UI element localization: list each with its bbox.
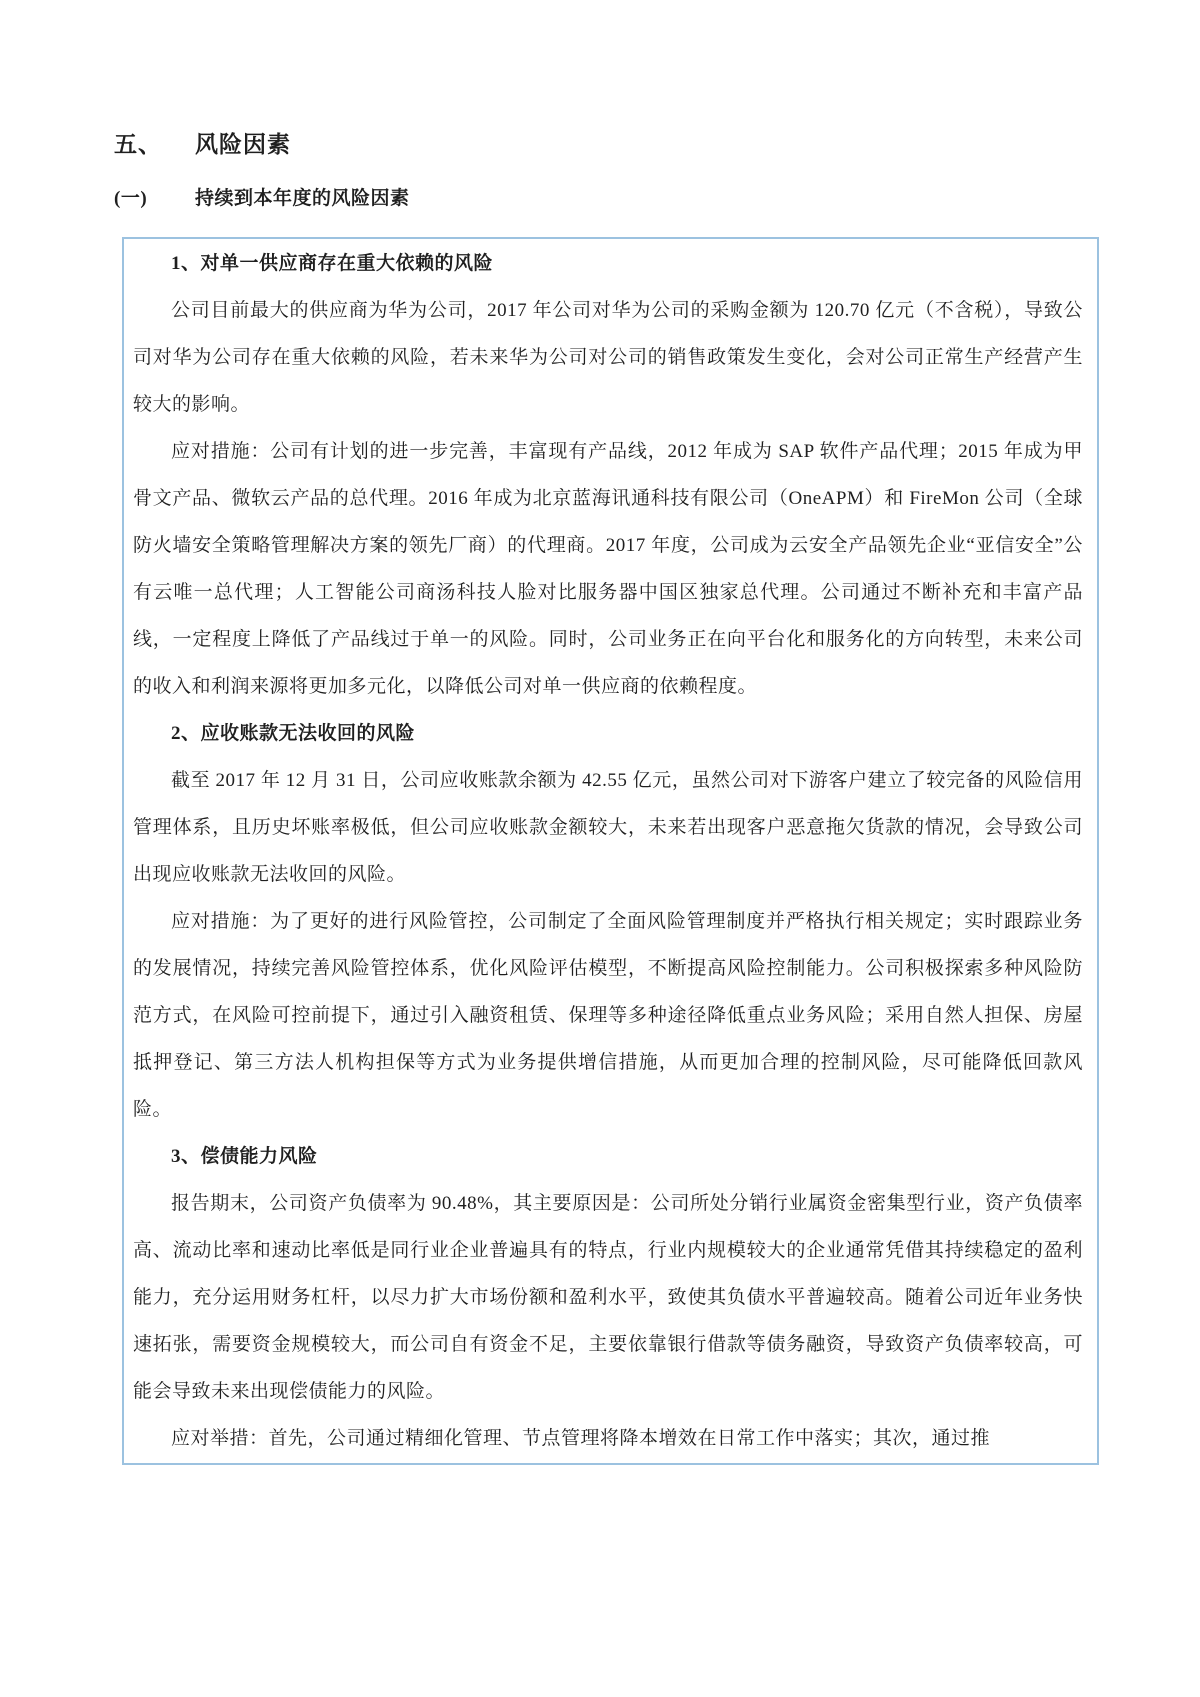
risk-item-3-paragraph-2: 应对举措：首先，公司通过精细化管理、节点管理将降本增效在日常工作中落实；其次，通过推 (171, 1428, 991, 1449)
subsection-heading (114, 183, 1200, 210)
section-number: 五、 (114, 132, 162, 157)
risk-item-3-paragraph-1: 报告期末，公司资产负债率为 90.48%，其主要原因是：公司所处分销行业属资金密集型行业，资产负债率高、流动比率和速动比率低是同行业企业普遍具有的特点，行业内规模较大的企业通常凭借其持续稳定的盈利能力，充分运用财务杠杆，以尽力扩大市场份额和盈利水平，致使其负债水平普遍较高。随着公司近年业务快速拓张，需要资金规模较大，而公司自有资金不足，主要依靠银行借款等债务融资，导致资产负债率较高，可能会导致未来出现偿债能力的风险。 (133, 1193, 1083, 1402)
section-heading (114, 126, 1200, 159)
risk-item-1-paragraph-2: 应对措施：公司有计划的进一步完善，丰富现有产品线，2012 年成为 SAP 软件产品代理；2015 年成为甲骨文产品、微软云产品的总代理。2016 年成为北京蓝海讯通科技有限公司（OneAPM）和 FireMon 公司（全球防火墙安全策略管理解决方案的领先厂商）的代理商。2017 年度，公司成为云安全产品领先企业“亚信安全”公有云唯一总代理；人工智能公司商汤科技人脸对比服务器中国区独家总代理。公司通过不断补充和丰富产品线，一定程度上降低了产品线过于单一的风险。同时，公司业务正在向平台化和服务化的方向转型，未来公司的收入和利润来源将更加多元化，以降低公司对单一供应商的依赖程度。 (133, 441, 1083, 697)
risk-item-2-heading: 2、应收账款无法收回的风险 (171, 723, 416, 744)
risk-item-1-heading: 1、对单一供应商存在重大依赖的风险 (171, 253, 494, 274)
risk-item-2-paragraph-2: 应对措施：为了更好的进行风险管控，公司制定了全面风险管理制度并严格执行相关规定；实时跟踪业务的发展情况，持续完善风险管控体系，优化风险评估模型，不断提高风险控制能力。公司积极探索多种风险防范方式，在风险可控前提下，通过引入融资租赁、保理等多种途径降低重点业务风险；采用自然人担保、房屋抵押登记、第三方法人机构担保等方式为业务提供增信措施，从而更加合理的控制风险，尽可能降低回款风险。 (133, 911, 1083, 1120)
risk-item-2-paragraph-1: 截至 2017 年 12 月 31 日，公司应收账款余额为 42.55 亿元，虽然公司对下游客户建立了较完备的风险信用管理体系，且历史坏账率极低，但公司应收账款金额较大，未来若出现客户恶意拖欠货款的情况，会导致公司出现应收账款无法收回的风险。 (133, 770, 1083, 885)
risk-item-1-paragraph-1: 公司目前最大的供应商为华为公司，2017 年公司对华为公司的采购金额为 120.70 亿元（不含税），导致公司对华为公司存在重大依赖的风险，若未来华为公司对公司的销售政策发生变化，会对公司正常生产经营产生较大的影响。 (133, 300, 1083, 415)
subsection-number: (一) (114, 188, 148, 209)
section-title: 风险因素 (195, 132, 291, 157)
risk-item-3-heading: 3、偿债能力风险 (171, 1146, 318, 1167)
subsection-title: 持续到本年度的风险因素 (195, 188, 410, 209)
risk-factors-box (122, 237, 1099, 1465)
